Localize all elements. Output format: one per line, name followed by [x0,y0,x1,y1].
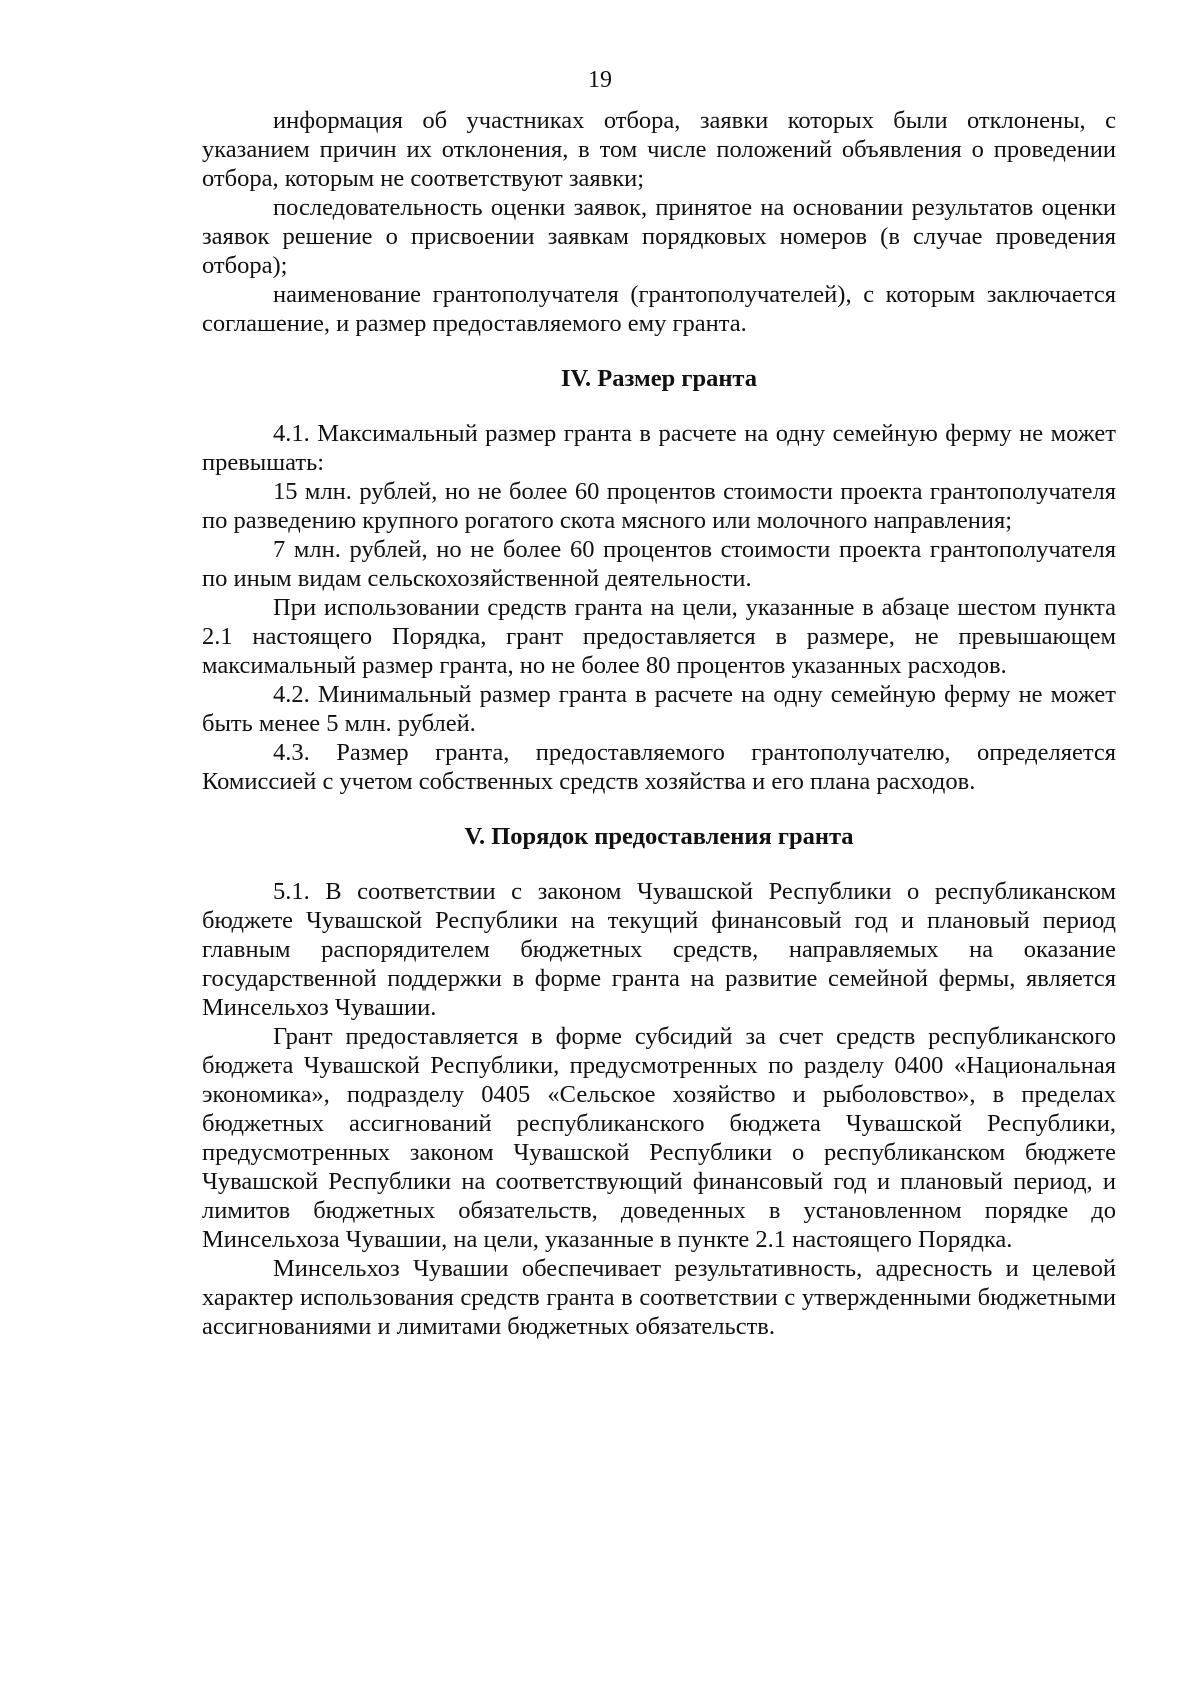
paragraph: 7 млн. рублей, но не более 60 процентов стоимости проекта грантополучателя по иным видам сельскохозяйственной деятельности. [202,536,1116,592]
section-v-body [202,877,1116,1341]
page-number: 19 [588,67,612,93]
document-body [202,106,1116,1341]
paragraph: 4.3. Размер гранта, предоставляемого грантополучателю, определяется Комиссией с учетом собственных средств хозяйства и его плана расходов. [202,739,1116,795]
paragraph: 15 млн. рублей, но не более 60 процентов стоимости проекта грантополучателя по разведению крупного рогатого скота мясного или молочного направления; [202,478,1116,534]
paragraph: 4.2. Минимальный размер гранта в расчете на одну семейную ферму не может быть менее 5 млн. рублей. [202,681,1116,737]
paragraph: При использовании средств гранта на цели, указанные в абзаце шестом пункта 2.1 настоящего Порядка, грант предоставляется в размере, не превышающем максимальный размер гранта, но не более 80 процентов указанных расходов. [202,594,1116,679]
paragraph: наименование грантополучателя (грантополучателей), с которым заключается соглашение, и размер предоставляемого ему гранта. [202,281,1116,337]
block-info-list [202,106,1116,338]
paragraph: Грант предоставляется в форме субсидий за счет средств республиканского бюджета Чувашской Республики, предусмотренных по разделу 0400 «Национальная экономика», подразделу 0405 «Сельское хозяйство и рыболовство», в пределах бюджетных ассигнований республиканского бюджета Чувашской Республики, предусмотренных законом Чувашской Республики о республиканском бюджете Чувашской Республики на соответствующий финансовый год и плановый период, и лимитов бюджетных обязательств, доведенных в установленном порядке до Минсельхоза Чувашии, на цели, указанные в пункте 2.1 настоящего Порядка. [202,1023,1116,1253]
paragraph: Минсельхоз Чувашии обеспечивает результативность, адресность и целевой характер использования средств гранта в соответствии с утвержденными бюджетными ассигнованиями и лимитами бюджетных обязательств. [202,1255,1116,1340]
paragraph: последовательность оценки заявок, принятое на основании результатов оценки заявок решение о присвоении заявкам порядковых номеров (в случае проведения отбора); [202,194,1116,279]
section-heading-iv: IV. Размер гранта [560,365,758,392]
paragraph: 5.1. В соответствии с законом Чувашской Республики о республиканском бюджете Чувашской Республики на текущий финансовый год и плановый период главным распорядителем бюджетных средств, направляемых на оказание государственной поддержки в форме гранта на развитие семейной фермы, является Минсельхоз Чувашии. [202,878,1116,1021]
paragraph: информация об участниках отбора, заявки которых были отклонены, с указанием причин их отклонения, в том числе положений объявления о проведении отбора, которым не соответствуют заявки; [202,107,1116,192]
section-iv-body [202,419,1116,796]
paragraph: 4.1. Максимальный размер гранта в расчете на одну семейную ферму не может превышать: [202,420,1116,476]
section-heading-v: V. Порядок предоставления гранта [464,823,854,850]
